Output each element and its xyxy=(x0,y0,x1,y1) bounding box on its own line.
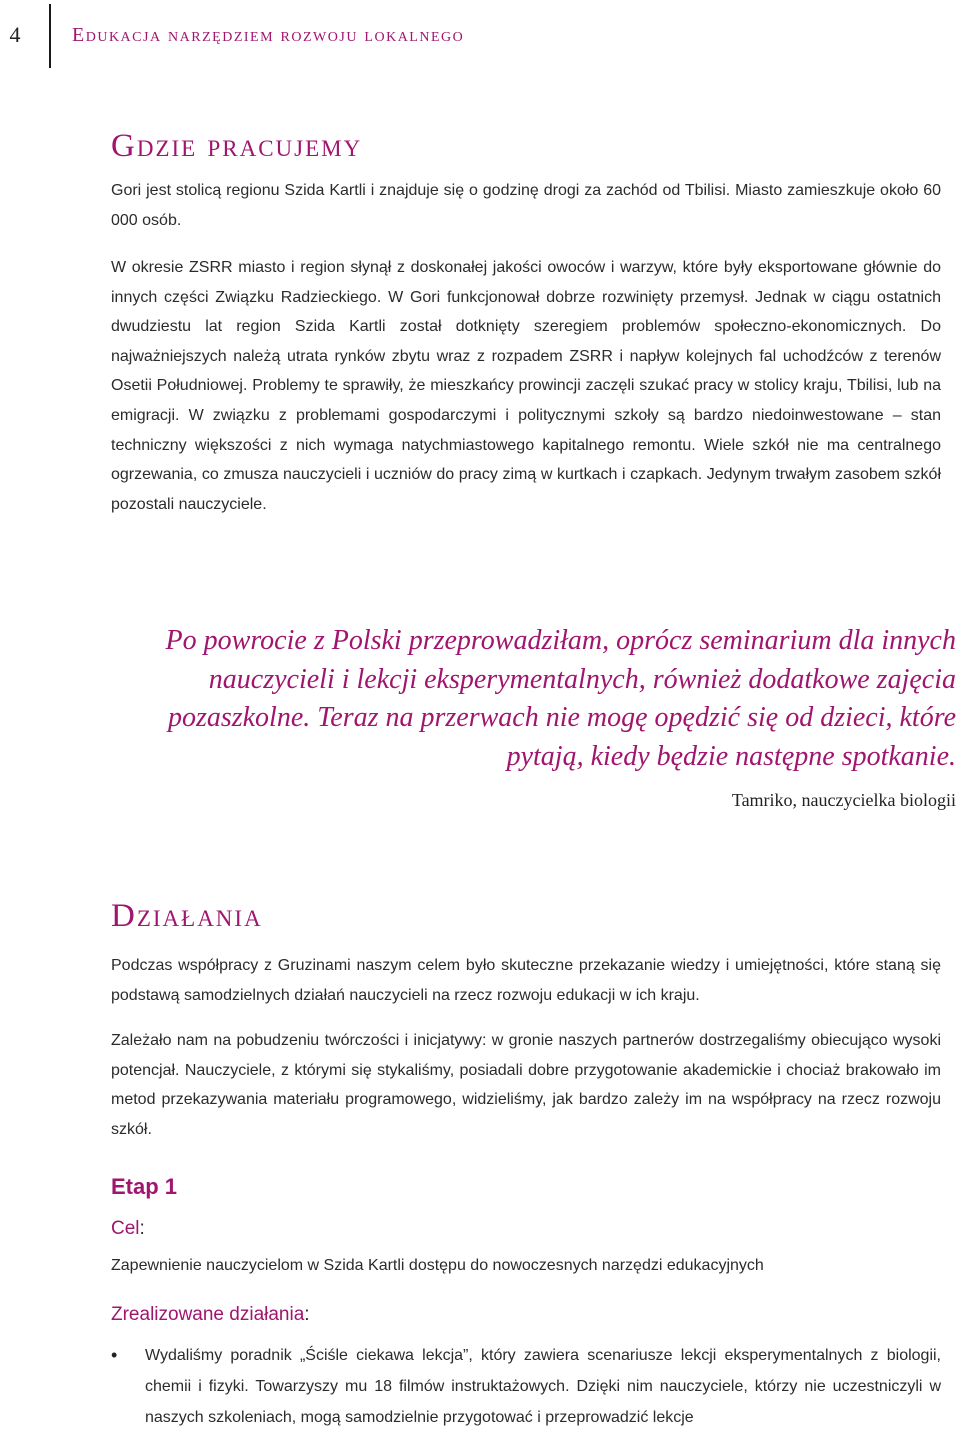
page-number: 4 xyxy=(9,22,21,47)
list-item xyxy=(111,1340,941,1433)
goal-text: Zapewnienie nauczycielom w Szida Kartli dostępu do nowoczesnych narzędzi edukacyjnych xyxy=(111,1257,764,1274)
actions-label-text: Zrealizowane działania xyxy=(111,1304,305,1325)
paragraph: Zależało nam na pobudzeniu twórczości i inicjatywy: w gronie naszych partnerów dostrzegaliśmy obiecująco wysoki potencjał. Nauczyciele, z którymi się stykaliśmy, posiadali dobre przygotowanie akademickie i chociaż brakowało im metod przekazywania materiału programowego, widzieliśmy, jak bardzo zależy im na współpracy na rzecz rozwoju szkół. xyxy=(111,1032,941,1138)
paragraph: Podczas współpracy z Gruzinami naszym celem było skuteczne przekazanie wiedzy i umiejętności, które staną się podstawą samodzielnych działań nauczycieli na rzecz rozwoju edukacji w ich kraju. xyxy=(111,957,941,1004)
paragraph: Gori jest stolicą regionu Szida Kartli i znajduje się o godzinę drogi za zachód od Tbilisi. Miasto zamieszkuje około 60 000 osób. xyxy=(111,182,941,229)
list-item-text: Wydaliśmy poradnik „Ściśle ciekawa lekcja”, który zawiera scenariusze lekcji eksperymentalnych z biologii, chemii i fizyki. Towarzyszy mu 18 filmów instruktażowych. Dzięki nim nauczyciele, którzy nie uczestniczyli w naszych szkoleniach, mogą samodzielnie przygotować i przeprowadzić lekcje xyxy=(145,1347,941,1426)
stage-title: Etap 1 xyxy=(111,1174,178,1199)
goal-label-text: Cel xyxy=(111,1218,140,1239)
paragraph: W okresie ZSRR miasto i region słynął z doskonałej jakości owoców i warzyw, które były eksportowane głównie do innych części Związku Radzieckiego. W Gori funkcjonował dobrze rozwinięty przemysł. Jednak w ciągu ostatnich dwudziestu lat region Szida Kartli został dotknięty szeregiem problemów społeczno-ekonomicznych. Do najważniejszych należą utrata rynków zbytu wraz z rozpadem ZSRR i napływ kolejnych fal uchodźców z terenów Osetii Południowej. Problemy te sprawiły, że mieszkańcy prowincji zaczęli szukać pracy w stolicy kraju, Tbilisi, lub na emigracji. W związku z problemami gospodarczymi i politycznymi szkoły są bardzo niedoinwestowane – stan techniczny większości z nich wymaga natychmiastowego kapitalnego remontu. Wiele szkół nie ma centralnego ogrzewania, co zmusza nauczycieli i uczniów do pracy zimą w kurtkach i czapkach. Jedynym trwałym zasobem szkół pozostali nauczyciele. xyxy=(111,259,941,513)
pull-quote: Po powrocie z Polski przeprowadziłam, oprócz seminarium dla innych nauczycieli i lekcji eksperymentalnych, również dodatkowe zajęcia pozaszkolne. Teraz na przerwach nie mogę opędzić się od dzieci, które pytają, kiedy będzie następne spotkanie. xyxy=(165,625,956,772)
header-divider xyxy=(49,4,51,68)
bullet-icon: • xyxy=(111,1345,118,1365)
actions-label: Zrealizowane działania: xyxy=(111,1304,310,1325)
quote-author: Tamriko, nauczycielka biologii xyxy=(731,790,956,810)
actions-list xyxy=(111,1340,941,1433)
running-title: Edukacja narzędziem rozwoju lokalnego xyxy=(72,24,465,46)
goal-label: Cel: xyxy=(111,1218,145,1239)
section-title-actions: Działania xyxy=(111,898,263,934)
section-title-where-we-work: Gdzie pracujemy xyxy=(111,128,363,164)
